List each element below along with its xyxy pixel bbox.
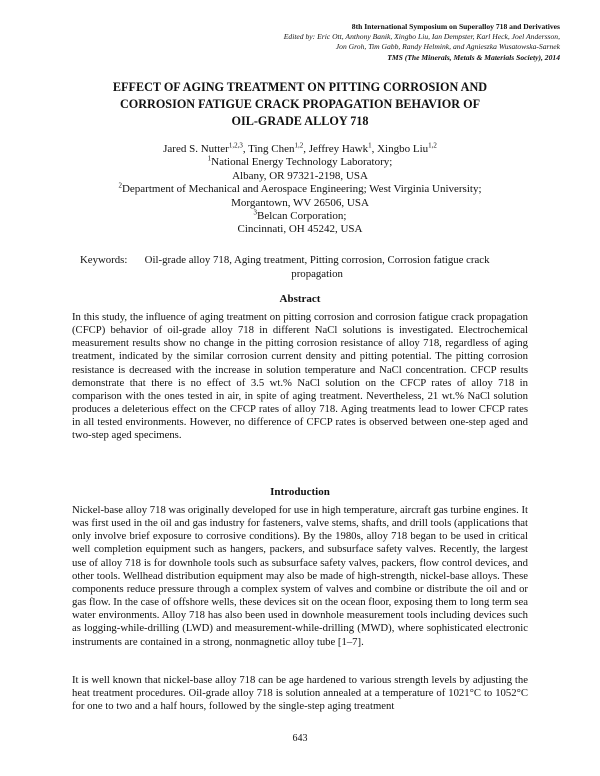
author-name: , Ting Chen [242, 143, 295, 155]
abstract-heading: Abstract [279, 293, 321, 305]
title-line-1: EFFECT OF AGING TREATMENT ON PITTING CORROSION AND [112, 80, 488, 94]
title-line-2: CORROSION FATIGUE CRACK PROPAGATION BEHAVIOR OF [119, 97, 481, 111]
affiliation-name: Belcan Corporation; [256, 210, 347, 223]
author-name: , Jeffrey Hawk [303, 143, 369, 155]
author-affiliation-mark: 1,2 [428, 141, 437, 150]
affiliation-mark: 3 [253, 208, 257, 217]
running-head [200, 22, 560, 63]
affiliation-name: National Energy Technology Laboratory; [211, 156, 393, 169]
affiliation-name: Department of Mechanical and Aerospace Engineering; West Virginia University; [121, 183, 482, 196]
abstract-text: In this study, the influence of aging treatment on pitting corrosion and corrosion fatigue crack propagation (CFCP) behavior of oil-grade alloy 718 in different NaCl solutions is investigated. Electrochemical measurement results show no change in the pitting corrosion resistance of alloy 718, regardless of aging treatment, indicated by the similar corrosion current density and pitting potential. The pitting corrosion resistance is decreased with the increase in solution temperature and NaCl concentration. CFCP results demonstrate that there is no effect of 3.5 wt.% NaCl solution on the CFCP rates of alloy 718 in comparison with the ones tested in air, in spite of aging treatment. Nevertheless, 21 wt.% NaCl solution produces a deleterious effect on the CFCP rates of alloy 718. Aging treatments lead to lower CFCP rates in all tested environments. However, no difference of CFCP rates is observed between one-step aged and two-step aged specimens. [72, 311, 528, 442]
author-affiliation-mark: 1 [368, 141, 372, 150]
keywords [80, 254, 526, 281]
running-head-editors-line1: Edited by: Eric Ott, Anthony Banik, Xingbo Liu, Ian Dempster, Karl Heck, Joel Andersson, [283, 32, 560, 42]
author-affiliation-mark: 1,2 [294, 141, 304, 150]
author-block [60, 143, 540, 237]
affiliation-mark: 2 [118, 181, 122, 190]
keywords-label: Keywords: [80, 254, 128, 266]
introduction-paragraph-1: Nickel-base alloy 718 was originally developed for use in high temperature, aircraft gas turbine engines. It was first used in the oil and gas industry for fasteners, valve stems, shafts, and drill tools (applications that only involve brief exposure to corrosive conditions). By the 1980s, alloy 718 began to be used in critical well completion equipment such as hangers, packers, and subsurface safety valves. Recently, the largest use of alloy 718 is for downhole tools such as subsurface safety valves, packers, flow control devices, and other tools. Wellhead distribution equipment may also be made of high-strength, nickel-base alloys. These components reduce pressure through a complex system of valves and combine or distribute the oil and or gas flow. In the case of offshore wells, these devices sit on the ocean floor, exposing them to long term sea water environments. Alloy 718 has also been used in downhole measurement tools including devices such as logging-while-drilling (LWD) and measurement-while-drilling (MWD), where sophisticated electronic instruments are contained in a strong, nonmagnetic alloy tube [1–7]. [72, 504, 528, 648]
author-affiliation-mark: 1,2,3 [228, 141, 243, 150]
affiliation-2 [60, 183, 540, 196]
author-name: Jared S. Nutter [163, 143, 229, 155]
paper-title [60, 79, 540, 130]
title-line-3: OIL-GRADE ALLOY 718 [231, 114, 369, 128]
affiliation-mark: 1 [207, 154, 212, 163]
introduction-paragraph-2: It is well known that nickel-base alloy 718 can be age hardened to various strength levels by adjusting the heat treatment procedures. Oil-grade alloy 718 is solution annealed at a temperature of 1021°C to 1052°C for one to two and a half hours, followed by the single-step aging treatment [72, 674, 528, 713]
running-head-symposium: 8th International Symposium on Superalloy 718 and Derivatives [351, 22, 560, 31]
affiliation-3-address: Cincinnati, OH 45242, USA [237, 223, 363, 236]
affiliation-1 [60, 156, 540, 169]
affiliation-2-address: Morgantown, WV 26506, USA [231, 196, 369, 209]
keywords-list: Oil-grade alloy 718, Aging treatment, Pitting corrosion, Corrosion fatigue crack propagation [144, 254, 490, 280]
author-list [60, 143, 540, 156]
author-name: , Xingbo Liu [371, 143, 429, 155]
page-number: 643 [292, 733, 308, 744]
affiliation-3 [60, 210, 540, 223]
running-head-publisher: TMS (The Minerals, Metals & Materials Society), 2014 [387, 52, 560, 62]
affiliation-1-address: Albany, OR 97321-2198, USA [232, 169, 368, 182]
running-head-editors-line2: Jon Groh, Tim Gabb, Randy Helmink, and Agnieszka Wusatowska-Sarnek [335, 42, 560, 52]
introduction-heading: Introduction [270, 486, 330, 498]
